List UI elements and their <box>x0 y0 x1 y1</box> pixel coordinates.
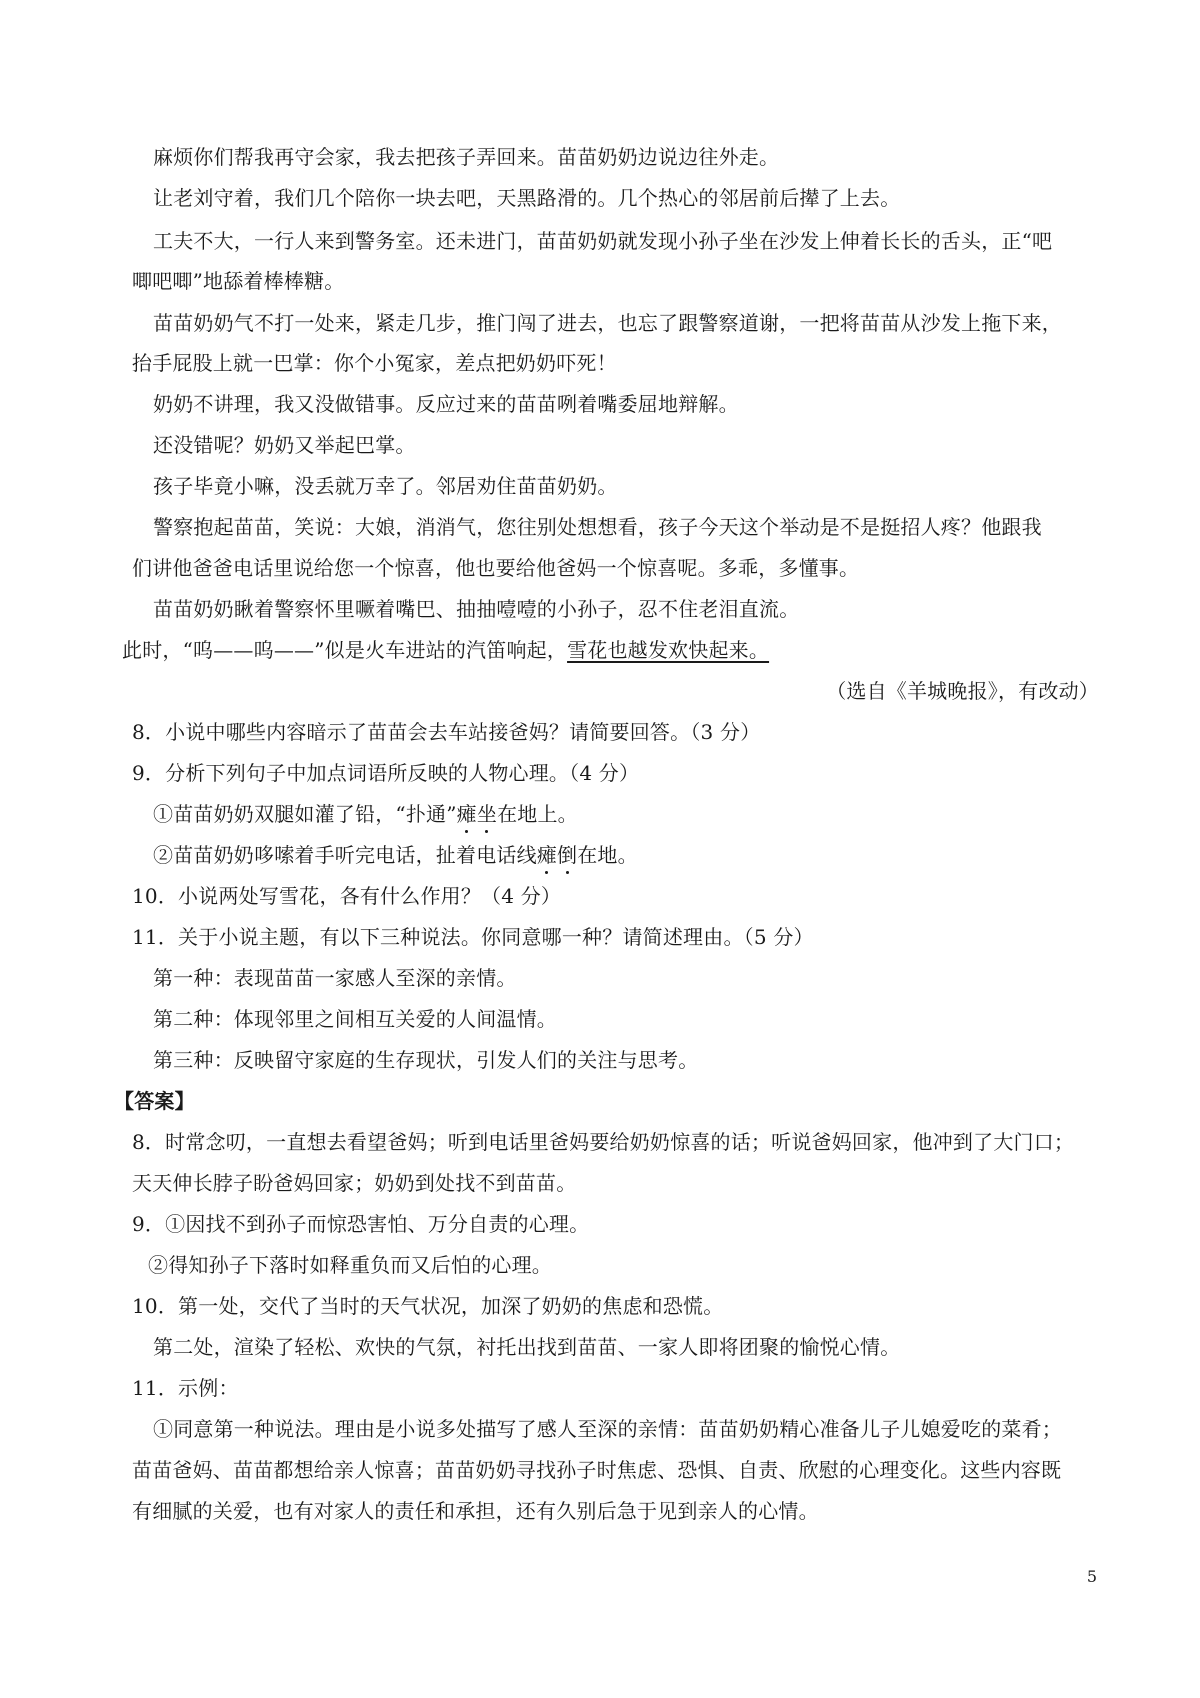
question-8: 8．小说中哪些内容暗示了苗苗会去车站接爸妈？请简要回答。（3 分） <box>132 720 761 744</box>
question-9: 9．分析下列句子中加点词语所反映的人物心理。（4 分） <box>132 761 640 785</box>
page-number: 5 <box>1086 1567 1097 1586</box>
passage-paragraph: 苗苗奶奶瞅着警察怀里噘着嘴巴、抽抽噎噎的小孙子，忍不住老泪直流。 <box>153 597 800 621</box>
answer-heading: 【答案】 <box>114 1089 195 1113</box>
source-citation: （选自《羊城晚报》，有改动） <box>826 679 1099 703</box>
answer-9-part-1: 9．①因找不到孙子而惊恐害怕、万分自责的心理。 <box>132 1212 590 1236</box>
question-11-option-1: 第一种：表现苗苗一家感人至深的亲情。 <box>153 966 517 990</box>
sentence-text: 在地。 <box>577 843 638 867</box>
answer-10-part-2: 第二处，渲染了轻松、欢快的气氛，衬托出找到苗苗、一家人即将团聚的愉悦心情。 <box>153 1335 901 1359</box>
emphasis-dotted-char: 瘫 <box>456 802 477 826</box>
answer-8: 8．时常念叨，一直想去看望爸妈；听到电话里爸妈要给奶奶惊喜的话；听说爸妈回家，他冲到了大门口； <box>132 1130 1075 1154</box>
question-9-sentence-2 <box>153 841 638 869</box>
passage-paragraph: 让老刘守着，我们几个陪你一块去吧，天黑路滑的。几个热心的邻居前后撵了上去。 <box>153 186 901 210</box>
answer-8-continuation: 天天伸长脖子盼爸妈回家；奶奶到处找不到苗苗。 <box>132 1171 577 1195</box>
emphasis-dotted-char: 瘫 <box>536 843 558 867</box>
passage-final-text: 此时，“呜——呜——”似是火车进站的汽笛响起， <box>122 638 568 662</box>
passage-paragraph-continuation: 唧吧唧”地舔着棒棒糖。 <box>132 269 345 293</box>
passage-paragraph-continuation: 们讲他爸爸电话里说给您一个惊喜，他也要给他爸妈一个惊喜呢。多乖，多懂事。 <box>132 556 860 580</box>
passage-paragraph: 麻烦你们帮我再守会家，我去把孩子弄回来。苗苗奶奶边说边往外走。 <box>153 145 780 169</box>
passage-paragraph: 奶奶不讲理，我又没做错事。反应过来的苗苗咧着嘴委屈地辩解。 <box>153 392 739 416</box>
passage-paragraph-continuation: 抬手屁股上就一巴掌：你个小冤家，差点把奶奶吓死！ <box>132 351 617 375</box>
sentence-text: ①苗苗奶奶双腿如灌了铅，“扑通” <box>153 802 457 826</box>
answer-11-line: 苗苗爸妈、苗苗都想给亲人惊喜；苗苗奶奶寻找孙子时焦虑、恐惧、自责、欣慰的心理变化。这些内容既 <box>132 1458 1062 1482</box>
question-11-option-3: 第三种：反映留守家庭的生存现状，引发人们的关注与思考。 <box>153 1048 699 1072</box>
passage-paragraph: 还没错呢？奶奶又举起巴掌。 <box>153 433 416 457</box>
passage-paragraph: 警察抱起苗苗，笑说：大娘，消消气，您往别处想想看，孩子今天这个举动是不是挺招人疼？他跟我 <box>153 515 1042 539</box>
question-10: 10．小说两处写雪花，各有什么作用？（4 分） <box>132 884 562 908</box>
passage-final-line <box>122 636 769 664</box>
question-11-option-2: 第二种：体现邻里之间相互关爱的人间温情。 <box>153 1007 557 1031</box>
emphasis-dotted-char: 坐 <box>476 802 498 826</box>
sentence-text: 在地上。 <box>497 802 578 826</box>
underlined-sentence: 雪花也越发欢快起来。 <box>567 638 770 662</box>
answer-10-part-1: 10．第一处，交代了当时的天气状况，加深了奶奶的焦虑和恐慌。 <box>132 1294 724 1318</box>
answer-9-part-2: ②得知孙子下落时如释重负而又后怕的心理。 <box>148 1253 552 1277</box>
question-9-sentence-1 <box>153 800 578 828</box>
answer-11-line: ①同意第一种说法。理由是小说多处描写了感人至深的亲情：苗苗奶奶精心准备儿子儿媳爱吃的菜肴； <box>153 1417 1062 1441</box>
answer-11-heading: 11．示例： <box>132 1376 239 1400</box>
answer-11-line: 有细腻的关爱，也有对家人的责任和承担，还有久别后急于见到亲人的心情。 <box>132 1499 819 1523</box>
question-11: 11．关于小说主题，有以下三种说法。你同意哪一种？请简述理由。（5 分） <box>132 925 814 949</box>
sentence-text: ②苗苗奶奶哆嗦着手听完电话，扯着电话线 <box>153 843 537 867</box>
passage-paragraph: 工夫不大，一行人来到警务室。还未进门，苗苗奶奶就发现小孙子坐在沙发上伸着长长的舌头，正“吧 <box>153 229 1053 253</box>
passage-paragraph: 苗苗奶奶气不打一处来，紧走几步，推门闯了进去，也忘了跟警察道谢，一把将苗苗从沙发上拖下来， <box>153 311 1062 335</box>
emphasis-dotted-char: 倒 <box>557 843 578 867</box>
passage-paragraph: 孩子毕竟小嘛，没丢就万幸了。邻居劝住苗苗奶奶。 <box>153 474 618 498</box>
